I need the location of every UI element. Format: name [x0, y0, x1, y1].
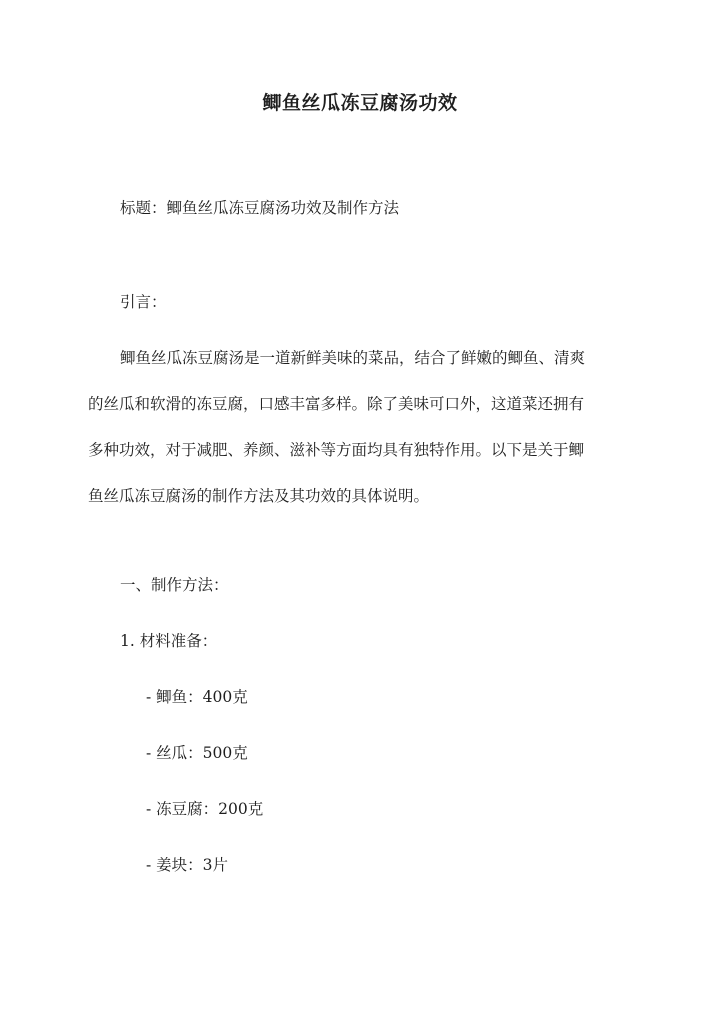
materials-heading: 1. 材料准备： [120, 632, 218, 650]
material-item-frozen-tofu: - 冻豆腐：200克 [146, 800, 264, 818]
material-item-crucian-carp: - 鲫鱼：400克 [146, 688, 248, 706]
intro-heading: 引言： [120, 293, 167, 311]
material-item-luffa: - 丝瓜：500克 [146, 744, 248, 762]
document-title: 鲫鱼丝瓜冻豆腐汤功效 [262, 92, 458, 114]
intro-line-2: 的丝瓜和软滑的冻豆腐，口感丰富多样。除了美味可口外，这道菜还拥有 [88, 395, 585, 413]
material-item-ginger: - 姜块：3片 [146, 856, 229, 874]
intro-line-4: 鱼丝瓜冻豆腐汤的制作方法及其功效的具体说明。 [88, 487, 430, 505]
subject-line: 标题：鲫鱼丝瓜冻豆腐汤功效及制作方法 [120, 199, 400, 217]
intro-line-1: 鲫鱼丝瓜冻豆腐汤是一道新鲜美味的菜品，结合了鲜嫩的鲫鱼、清爽 [120, 349, 586, 367]
section-heading: 一、制作方法： [120, 576, 229, 594]
intro-line-3: 多种功效，对于减肥、养颜、滋补等方面均具有独特作用。以下是关于鲫 [88, 441, 585, 459]
